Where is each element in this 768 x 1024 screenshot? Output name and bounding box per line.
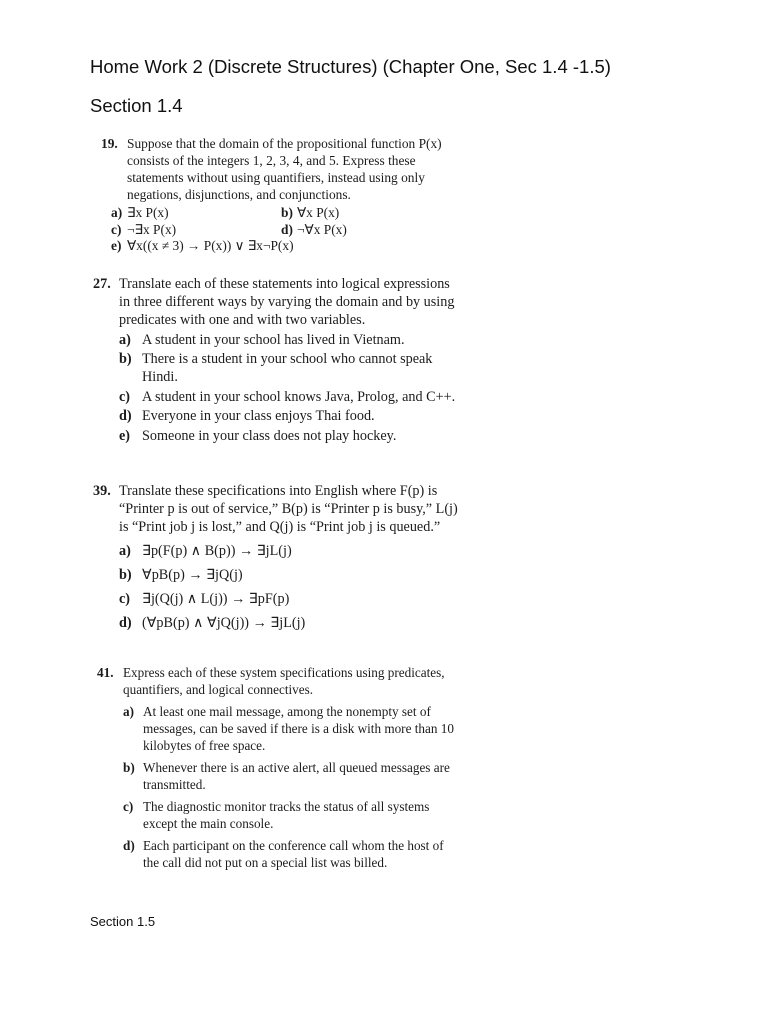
item-label: b) [281,205,293,220]
item-text: Someone in your class does not play hockey. [142,427,397,444]
exercise-number: 39. [93,483,111,499]
item-label: c) [119,388,131,405]
item-label: b) [119,567,132,583]
exercise-item [119,614,469,632]
item-label: c) [119,591,131,607]
exercise-intro [93,275,460,329]
exercise-item [119,407,460,425]
exercise-19 [101,135,451,255]
section-heading-1-5: Section 1.5 [90,914,156,929]
exercise-number: 41. [97,665,114,680]
exercise-intro [97,664,457,698]
exercise-item [119,566,469,584]
exercise-text: Express each of these system specifications using predicates, quantifiers, and logical connectives. [123,665,445,697]
item-label: b) [123,760,135,775]
item-text: There is a student in your school who cannot speak Hindi. [142,351,433,385]
exercise-number: 27. [93,276,111,292]
exercise-item [119,542,469,560]
exercise-item [119,427,460,445]
exercise-intro [93,482,469,536]
exercise-item [119,590,469,608]
item-label: a) [119,543,131,559]
item-text: ¬∀x P(x) [297,221,347,237]
exercise-item [111,205,281,222]
exercise-text: Translate each of these statements into logical expressions in three different ways by varying the domain and by using predicates with one and with two variables. [119,276,455,328]
item-label: a) [119,331,131,348]
item-text: The diagnostic monitor tracks the status of all systems except the main console. [143,799,430,831]
exercise-item [123,837,457,871]
item-text: ∀x P(x) [297,205,340,220]
item-label: a) [123,704,134,719]
exercise-text: Suppose that the domain of the propositional function P(x) consists of the integers 1, 2, 3, 4, and 5. Express these statements without using quantifiers, instead using only negations, disjunctions, and conjunctions. [127,136,442,202]
item-label: d) [281,221,293,237]
item-text: ∀x((x ≠ 3) → P(x)) ∨ ∃x¬P(x) [127,238,294,253]
item-label: d) [119,408,132,424]
item-text: ∃p(F(p) ∧ B(p)) → ∃jL(j) [142,543,292,559]
exercise-number: 19. [101,136,118,151]
item-label: a) [111,205,123,220]
item-label: c) [111,221,122,237]
exercise-intro [101,135,451,203]
exercise-item [119,331,460,349]
item-label: e) [119,427,131,444]
exercise-item [119,350,460,386]
exercise-item [111,222,281,239]
item-text: ∃j(Q(j) ∧ L(j)) → ∃pF(p) [142,591,290,607]
item-label: c) [123,799,134,814]
exercise-item [123,759,457,793]
exercise-item [281,205,431,222]
item-text: Whenever there is an active alert, all queued messages are transmitted. [143,760,450,792]
exercise-items [111,205,451,255]
item-label: d) [119,615,132,631]
exercise-item [119,388,460,406]
item-label: b) [119,351,132,367]
item-text: ∀pB(p) → ∃jQ(j) [142,567,243,583]
item-text: A student in your school knows Java, Prolog, and C++. [142,388,456,405]
exercise-text: Translate these specifications into English where F(p) is “Printer p is out of service,” B(p) is “Printer p is busy,” L(j) is “Print job j is lost,” and Q(j) is “Print job j is queued.” [119,483,458,535]
item-text: Each participant on the conference call whom the host of the call did not put on a special list was billed. [143,838,444,870]
section-heading-1-4: Section 1.4 [90,95,183,116]
exercise-27 [93,275,460,445]
exercise-item [111,238,431,255]
item-text: (∀pB(p) ∧ ∀jQ(j)) → ∃jL(j) [142,615,306,631]
exercise-item [123,703,457,754]
item-label: e) [111,238,122,253]
item-label: d) [123,838,135,853]
item-text: A student in your school has lived in Vietnam. [142,331,405,348]
exercise-item [281,222,431,239]
item-text: Everyone in your class enjoys Thai food. [142,408,375,424]
page-title: Home Work 2 (Discrete Structures) (Chapter One, Sec 1.4 -1.5) [90,56,611,77]
item-text: ¬∃x P(x) [127,221,177,237]
item-text: At least one mail message, among the nonempty set of messages, can be saved if there is a disk with more than 10 kilobytes of free space. [143,704,454,753]
exercise-41 [97,664,457,871]
item-text: ∃x P(x) [127,205,169,220]
exercise-item [123,798,457,832]
exercise-39 [93,482,469,632]
